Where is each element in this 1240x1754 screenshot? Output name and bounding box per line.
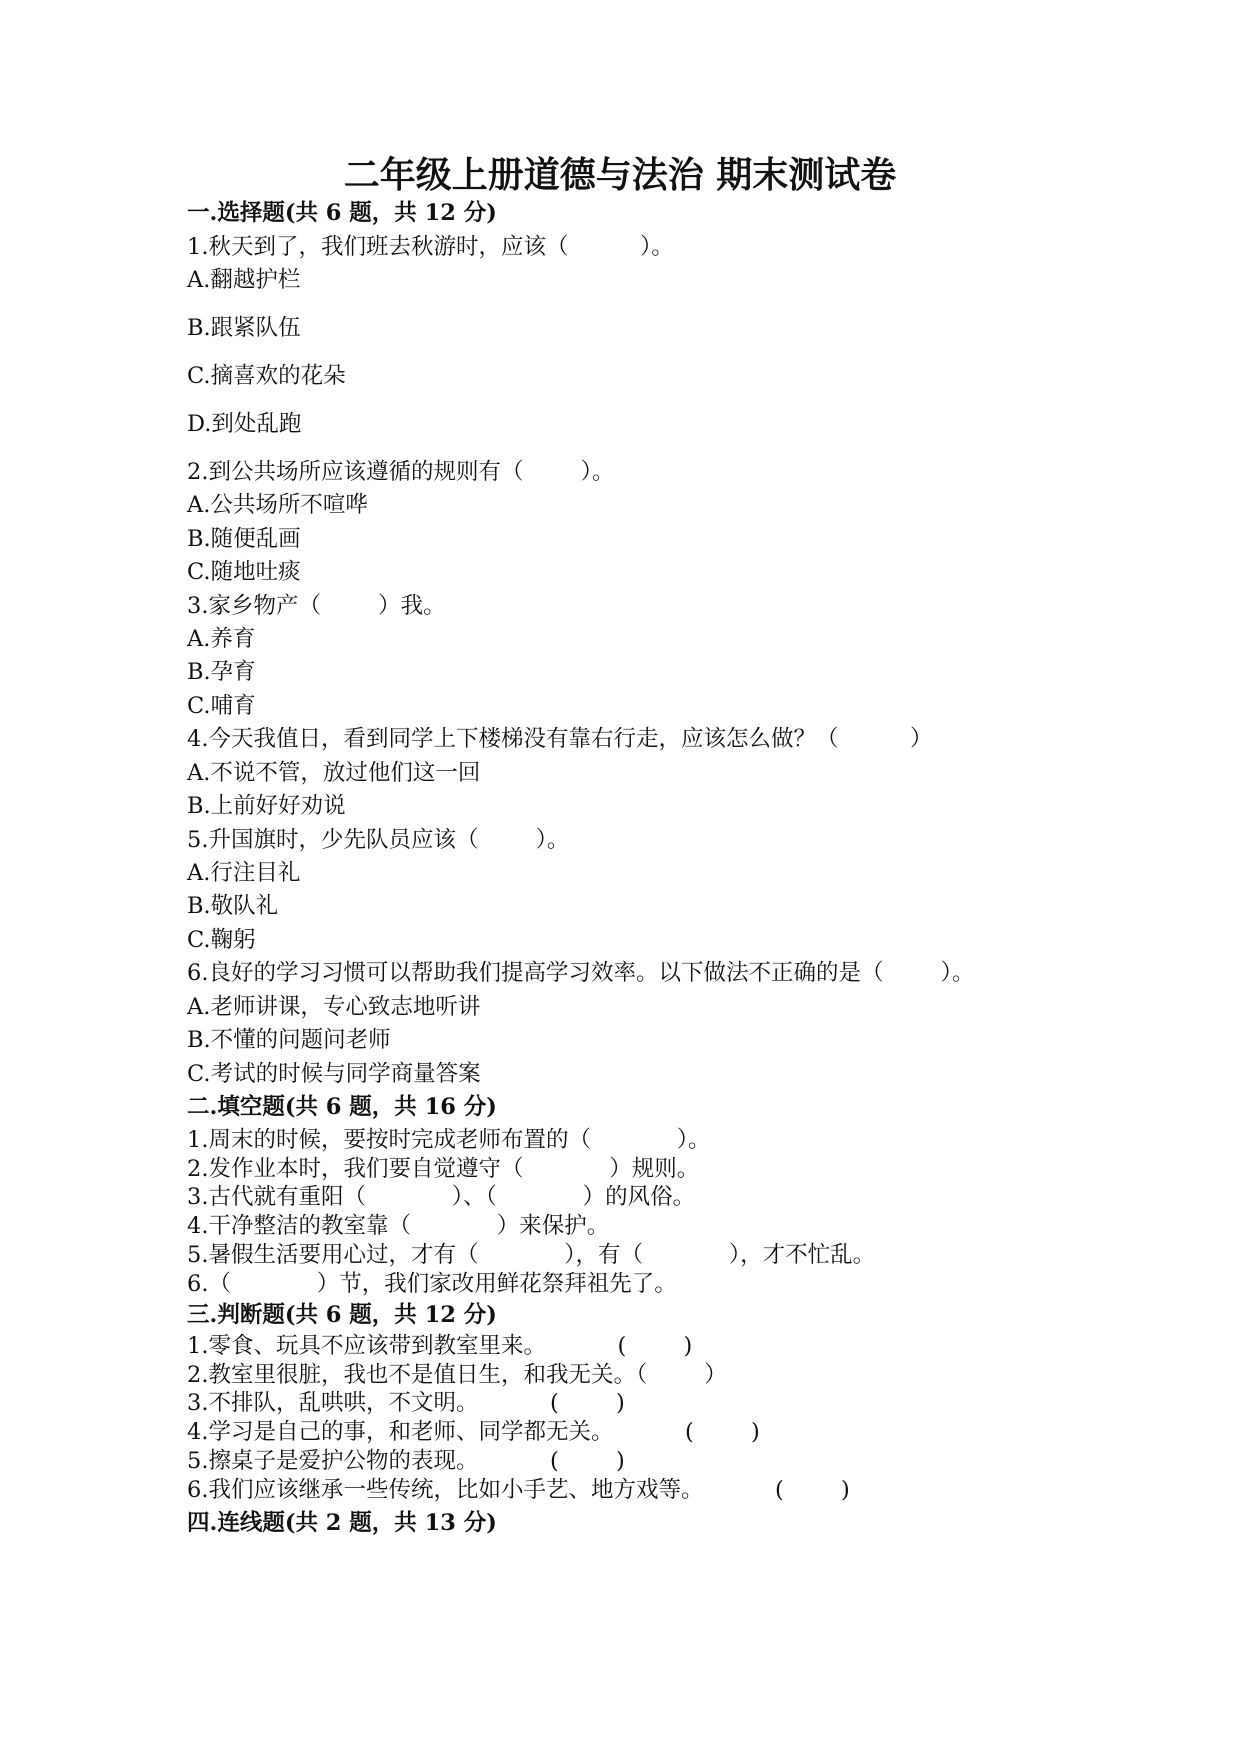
question-stem: 1.零食、玩具不应该带到教室里来。 ( ) [187, 1333, 693, 1359]
answer-option: A.不说不管，放过他们这一回 [187, 760, 481, 786]
answer-option: B.不懂的问题问老师 [187, 1027, 391, 1053]
question-stem: 4.干净整洁的教室靠（ ）来保护。 [187, 1213, 610, 1239]
question-stem: 2.发作业本时，我们要自觉遵守（ ）规则。 [187, 1156, 700, 1182]
question-stem: 4.今天我值日，看到同学上下楼梯没有靠右行走，应该怎么做？（ ） [187, 726, 933, 752]
question-stem: 2.到公共场所应该遵循的规则有（ ）。 [187, 459, 615, 485]
question-stem: 6.良好的学习习惯可以帮助我们提高学习效率。以下做法不正确的是（ ）。 [187, 960, 975, 986]
answer-option: A.公共场所不喧哗 [187, 492, 368, 518]
question-stem: 1.周末的时候，要按时完成老师布置的（ ）。 [187, 1127, 711, 1153]
answer-option: B.上前好好劝说 [187, 793, 346, 819]
page-title: 二年级上册道德与法治 期末测试卷 [343, 154, 897, 196]
answer-option: A.行注目礼 [187, 860, 301, 886]
question-stem: 3.古代就有重阳（ ）、（ ）的风俗。 [187, 1184, 696, 1210]
section-heading-true-false: 三.判断题(共 6 题，共 12 分) [187, 1302, 497, 1328]
question-stem: 3.家乡物产（ ）我。 [187, 593, 446, 619]
section-heading-fill-blank: 二.填空题(共 6 题，共 16 分) [187, 1094, 497, 1120]
answer-option: B.随便乱画 [187, 526, 301, 552]
answer-option: C.摘喜欢的花朵 [187, 363, 346, 389]
answer-option: C.随地吐痰 [187, 559, 301, 585]
question-stem: 1.秋天到了，我们班去秋游时，应该（ ）。 [187, 234, 674, 260]
answer-option: B.跟紧队伍 [187, 315, 301, 341]
question-stem: 4.学习是自己的事，和老师、同学都无关。 ( ) [187, 1419, 760, 1445]
question-stem: 5.升国旗时，少先队员应该（ ）。 [187, 827, 570, 853]
answer-option: A.老师讲课，专心致志地听讲 [187, 994, 481, 1020]
question-stem: 2.教室里很脏，我也不是值日生，和我无关。（ ） [187, 1362, 727, 1388]
answer-option: A.翻越护栏 [187, 267, 301, 293]
question-stem: 5.暑假生活要用心过，才有（ ），有（ ），才不忙乱。 [187, 1242, 876, 1268]
question-stem: 3.不排队，乱哄哄，不文明。 ( ) [187, 1390, 625, 1416]
section-heading-matching: 四.连线题(共 2 题，共 13 分) [187, 1510, 497, 1536]
answer-option: A.养育 [187, 626, 256, 652]
answer-option: B.孕育 [187, 659, 256, 685]
answer-option: B.敬队礼 [187, 893, 279, 919]
question-stem: 6.（ ）节，我们家改用鲜花祭拜祖先了。 [187, 1271, 677, 1297]
answer-option: D.到处乱跑 [187, 411, 302, 437]
answer-option: C.哺育 [187, 693, 256, 719]
section-heading-choice: 一.选择题(共 6 题，共 12 分) [187, 200, 497, 226]
answer-option: C.考试的时候与同学商量答案 [187, 1061, 481, 1087]
question-stem: 6.我们应该继承一些传统，比如小手艺、地方戏等。 ( ) [187, 1477, 850, 1503]
answer-option: C.鞠躬 [187, 927, 256, 953]
question-stem: 5.擦桌子是爱护公物的表现。 ( ) [187, 1448, 625, 1474]
